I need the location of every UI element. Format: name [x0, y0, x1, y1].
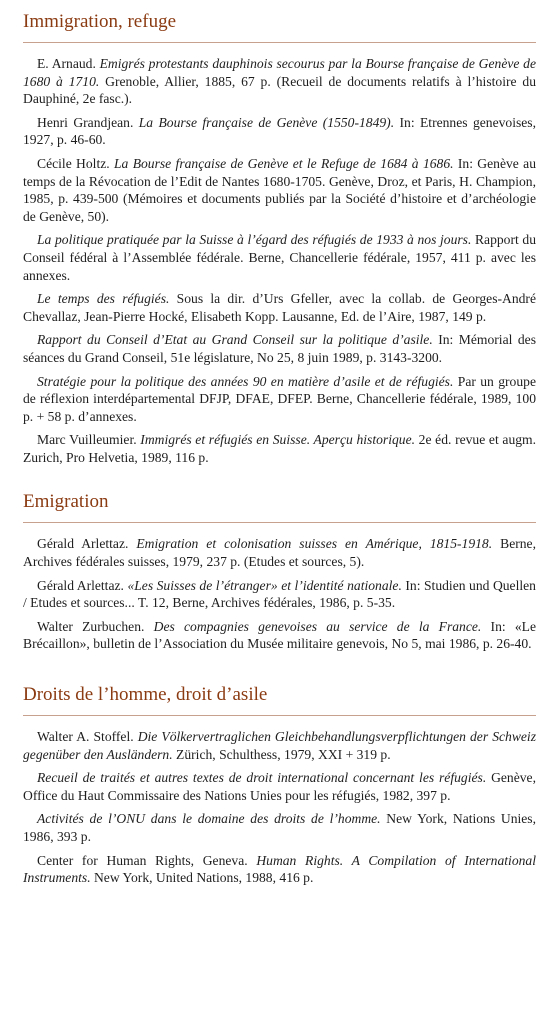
- section-emigration-entries: [23, 535, 536, 653]
- bibliography-entry: E. Arnaud. Emigrés protestants dauphinois secourus par la Bourse française de Genève de 1680 à 1710. Grenoble, Allier, 1885, 67 p. (Recueil de documents relatifs à l’histoire du Dauphiné, 2e fasc.).: [23, 56, 536, 107]
- section-divider: [23, 42, 536, 43]
- bibliography-entry: La politique pratiquée par la Suisse à l’égard des réfugiés de 1933 à nos jours. Rapport du Conseil fédéral à l’Assemblée fédérale. Berne, Chancellerie fédérale, 1957, 411 p. avec les annexes.: [23, 232, 537, 283]
- section-title-human-rights: Droits de l’homme, droit d’asile: [23, 684, 268, 706]
- bibliography-entry: Marc Vuilleumier. Immigrés et réfugiés en Suisse. Aperçu historique. 2e éd. revue et augm. Zurich, Pro Helvetia, 1989, 116 p.: [23, 432, 537, 465]
- section-human-rights-entries: [23, 728, 536, 887]
- bibliography-entry: Center for Human Rights, Geneva. Human Rights. A Compilation of International Instruments. New York, United Nations, 1988, 416 p.: [23, 852, 536, 886]
- bibliography-entry: Recueil de traités et autres textes de droit international concernant les réfugiés. Genève, Office du Haut Commissaire des Nations Unies pour les réfugiés, 1982, 397 p.: [23, 770, 536, 803]
- bibliography-entry: Walter Zurbuchen. Des compagnies genevoises au service de la France. In: «Le Brécaillon», bulletin de l’Association du Musée militaire genevois, No 5, mai 1986, p. 26-40.: [23, 618, 536, 652]
- section-divider: [23, 715, 536, 716]
- bibliography-entry: Henri Grandjean. La Bourse française de Genève (1550-1849). In: Etrennes genevoises, 1927, p. 46-60.: [23, 114, 536, 148]
- bibliography-entry: Gérald Arlettaz. Emigration et colonisation suisses en Amérique, 1815-1918. Berne, Archives fédérales suisses, 1979, 237 p. (Etudes et sources, 5).: [23, 536, 536, 570]
- bibliography-entry: Rapport du Conseil d’Etat au Grand Conseil sur la politique d’asile. In: Mémorial des séances du Grand Conseil, 51e législature, No 25, 8 juin 1989, p. 3143-3200.: [23, 332, 536, 365]
- bibliography-entry: Cécile Holtz. La Bourse française de Genève et le Refuge de 1684 à 1686. In: Genève au temps de la Révocation de l’Edit de Nantes 1680-1705. Genève, Droz, et Paris, H. Champion, 1985, p. 439-500 (Mémoires et documents publiés par la Société d’histoire et d’archéologie de Genève, 50).: [23, 155, 536, 224]
- section-title-immigration: Immigration, refuge: [23, 11, 177, 32]
- section-title-emigration: Emigration: [23, 491, 109, 513]
- bibliography-entry: Gérald Arlettaz. «Les Suisses de l’étranger» et l’identité nationale. In: Studien und Quellen / Etudes et sources... T. 12, Berne, Archives fédérales, 1986, p. 5-35.: [23, 577, 536, 611]
- bibliography-entry: Le temps des réfugiés. Sous la dir. d’Urs Gfeller, avec la collab. de Georges-André Chevallaz, Jean-Pierre Hocké, Elisabeth Kopp. Lausanne, Ed. de l’Aire, 1987, 149 p.: [23, 291, 536, 324]
- bibliography-entry: Stratégie pour la politique des années 90 en matière d’asile et de réfugiés. Par un groupe de réflexion interdépartemental DFJP, DFAE, DFEP. Berne, Chancellerie fédérale, 1989, 100 p. + 58 p. d’annexes.: [23, 373, 536, 424]
- bibliography-entry: Walter A. Stoffel. Die Völkervertraglichen Gleichbehandlungsverpflichtungen der Schweiz gegenüber den Ausländern. Zürich, Schulthess, 1979, XXI + 319 p.: [23, 729, 536, 762]
- section-immigration-entries: [23, 55, 536, 466]
- section-divider: [23, 522, 536, 523]
- bibliography-entry: Activités de l’ONU dans le domaine des droits de l’homme. New York, Nations Unies, 1986, 393 p.: [23, 811, 536, 844]
